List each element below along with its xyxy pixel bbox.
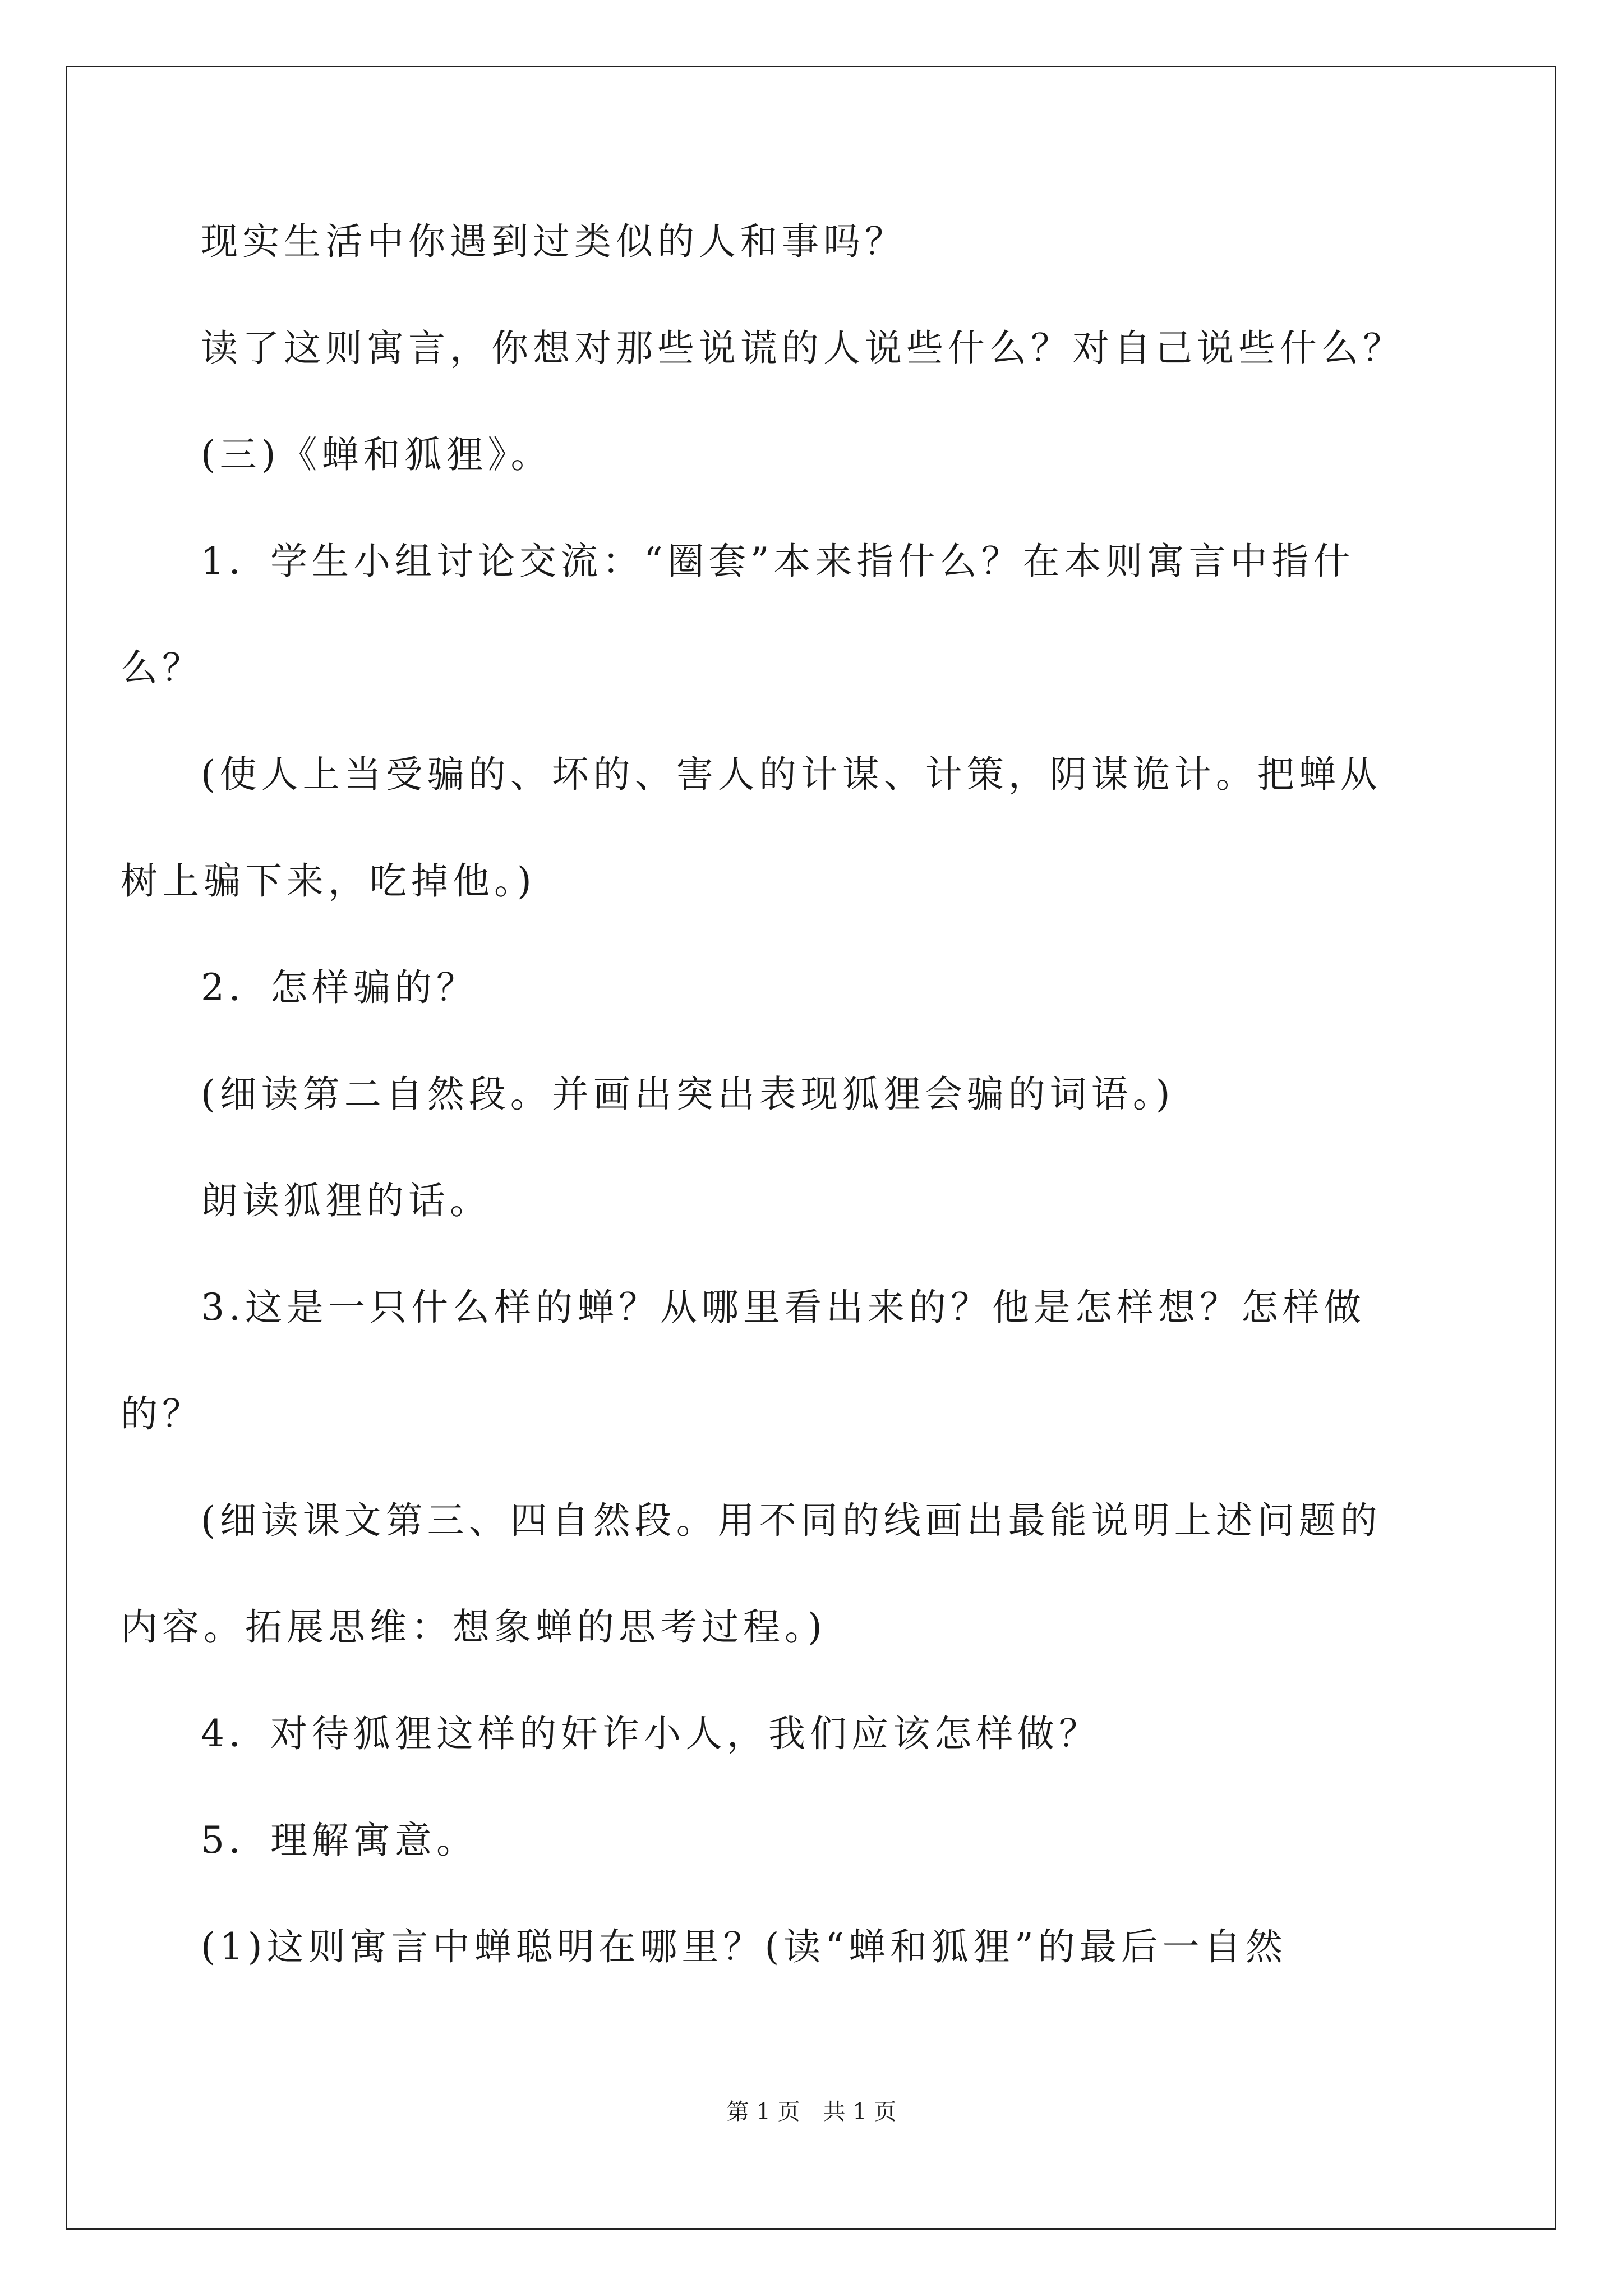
text-line: (1)这则寓言中蝉聪明在哪里？(读“蝉和狐狸”的最后一自然 [201, 1925, 1287, 1968]
text-line: (细读第二自然段。并画出突出表现狐狸会骗的词语。) [201, 1073, 1175, 1116]
page-border [66, 66, 1556, 2230]
text-line: 读了这则寓言，你想对那些说谎的人说些什么？对自己说些什么？ [201, 326, 1404, 370]
text-line: 1．学生小组讨论交流：“圈套”本来指什么？在本则寓言中指什 [201, 540, 1355, 583]
text-line: (使人上当受骗的、坏的、害人的计谋、计策，阴谋诡计。把蝉从 [201, 753, 1382, 796]
text-line: 3.这是一只什么样的蝉？从哪里看出来的？他是怎样想？怎样做 [201, 1286, 1366, 1329]
text-line: (细读课文第三、四自然段。用不同的线画出最能说明上述问题的 [201, 1499, 1382, 1542]
text-line: 4．对待狐狸这样的奸诈小人，我们应该怎样做？ [201, 1712, 1100, 1755]
text-line: 树上骗下来，吃掉他。) [121, 859, 536, 903]
page-total: 共 1 页 [823, 2099, 897, 2125]
page-number: 第 1 页 [726, 2099, 800, 2125]
text-line: 么？ [121, 646, 204, 689]
text-line: 的？ [121, 1392, 204, 1435]
page-footer [0, 2101, 1623, 2123]
text-line: 5．理解寓意。 [201, 1819, 478, 1862]
text-line: 2．怎样骗的？ [201, 966, 478, 1009]
text-line: 朗读狐狸的话。 [201, 1179, 491, 1222]
text-line: 内容。拓展思维：想象蝉的思考过程。) [121, 1605, 827, 1649]
text-line: 现实生活中你遇到过类似的人和事吗？ [201, 220, 906, 263]
text-line: (三)《蝉和狐狸》。 [201, 433, 552, 476]
